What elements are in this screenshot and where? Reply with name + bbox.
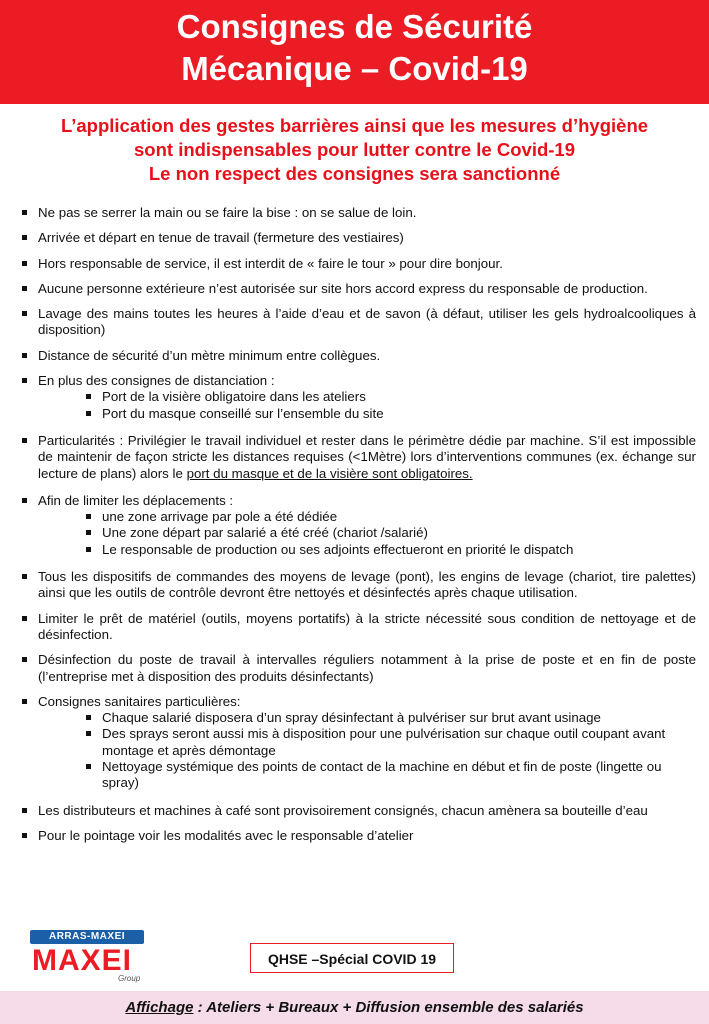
rule-item: Désinfection du poste de travail à intervalles réguliers notamment à la prise de poste et en fin de poste (l’entreprise met à disposition des produits désinfectants) [22,652,696,685]
sub-item: Chaque salarié disposera d’un spray désinfectant à pulvériser sur brut avant usinage [86,710,696,726]
subtitle-line-1: L’application des gestes barrières ainsi que les mesures d’hygiène [60,115,649,136]
subtitle [0,114,709,186]
safety-rules-list [22,205,696,853]
rule-item: Aucune personne extérieure n’est autorisée sur site hors accord express du responsable de production. [22,281,696,297]
rule-item: Arrivée et départ en tenue de travail (fermeture des vestiaires) [22,230,696,246]
rule-item: Afin de limiter les déplacements : une zone arrivage par pole a été dédiée Une zone départ par salarié a été créé (chariot /salarié) Le responsable de production ou ses adjoints effectueront en priorité le dispatch [22,493,696,558]
sub-item: Port de la visière obligatoire dans les ateliers [86,389,696,405]
rule-item: Limiter le prêt de matériel (outils, moyens portatifs) à la stricte nécessité sous condition de nettoyage et de désinfection. [22,611,696,644]
company-logo [28,930,152,986]
qhse-label-box: QHSE –Spécial COVID 19 [250,943,454,973]
sub-item: Des sprays seront aussi mis à disposition pour une pulvérisation sur chaque outil coupant avant montage et après démontage [86,726,696,759]
title-line-1: Consignes de Sécurité [176,8,533,45]
rule-item: Pour le pointage voir les modalités avec le responsable d’atelier [22,828,696,844]
subtitle-line-3: Le non respect des consignes sera sanctionné [148,163,561,184]
sub-list [38,509,696,558]
rule-item: Hors responsable de service, il est interdit de « faire le tour » pour dire bonjour. [22,256,696,272]
rule-item: Distance de sécurité d’un mètre minimum entre collègues. [22,348,696,364]
rule-item: Tous les dispositifs de commandes des moyens de levage (pont), les engins de levage (chariot, tire palettes) ainsi que les outils de contrôle devront être nettoyés et désinfectés après chaque utilisation. [22,569,696,602]
title-line-2: Mécanique – Covid-19 [181,50,528,87]
rule-item: Consignes sanitaires particulières: Chaque salarié disposera d’un spray désinfectant à pulvériser sur brut avant usinage Des sprays seront aussi mis à disposition pour une pulvérisation sur chaque outil coupant avant montage et après démontage Nettoyage systémique des points de contact de la machine en début et fin de poste (lingette ou spray) [22,694,696,792]
rule-item: Ne pas se serrer la main ou se faire la bise : on se salue de loin. [22,205,696,221]
sub-item: une zone arrivage par pole a été dédiée [86,509,696,525]
logo-group: Group [118,974,141,983]
logo-banner: ARRAS-MAXEI [30,930,144,944]
footer-bar [0,991,709,1024]
underlined-text: port du masque et de la visière sont obligatoires. [186,465,473,481]
title-banner [0,0,709,104]
sub-item: Nettoyage systémique des points de contact de la machine en début et fin de poste (lingette ou spray) [86,759,696,792]
footer-label: Affichage [125,999,194,1016]
logo-name: MAXEI [32,944,133,977]
sub-list [38,710,696,791]
rule-item: Particularités : Privilégier le travail individuel et rester dans le périmètre dédie par machine. S’il est impossible de maintenir de façon stricte les distances requises (<1Mètre) lors d’interventions communes (ex. échange sur lecture de plans) alors le port du masque et de la visière sont obligatoires. [22,433,696,482]
sub-item: Le responsable de production ou ses adjoints effectueront en priorité le dispatch [86,542,696,558]
subtitle-line-2: sont indispensables pour lutter contre le Covid-19 [134,139,575,160]
rule-item: En plus des consignes de distanciation : Port de la visière obligatoire dans les ateliers Port du masque conseillé sur l’ensemble du site [22,373,696,422]
sub-item: Port du masque conseillé sur l’ensemble du site [86,406,696,422]
rule-item: Les distributeurs et machines à café sont provisoirement consignés, chacun amènera sa bouteille d’eau [22,803,696,819]
rule-item: Lavage des mains toutes les heures à l’aide d’eau et de savon (à défaut, utiliser les gels hydroalcooliques à disposition) [22,306,696,339]
footer-text: : Ateliers + Bureaux + Diffusion ensemble des salariés [193,999,584,1016]
sub-item: Une zone départ par salarié a été créé (chariot /salarié) [86,525,696,541]
sub-list [38,389,696,422]
